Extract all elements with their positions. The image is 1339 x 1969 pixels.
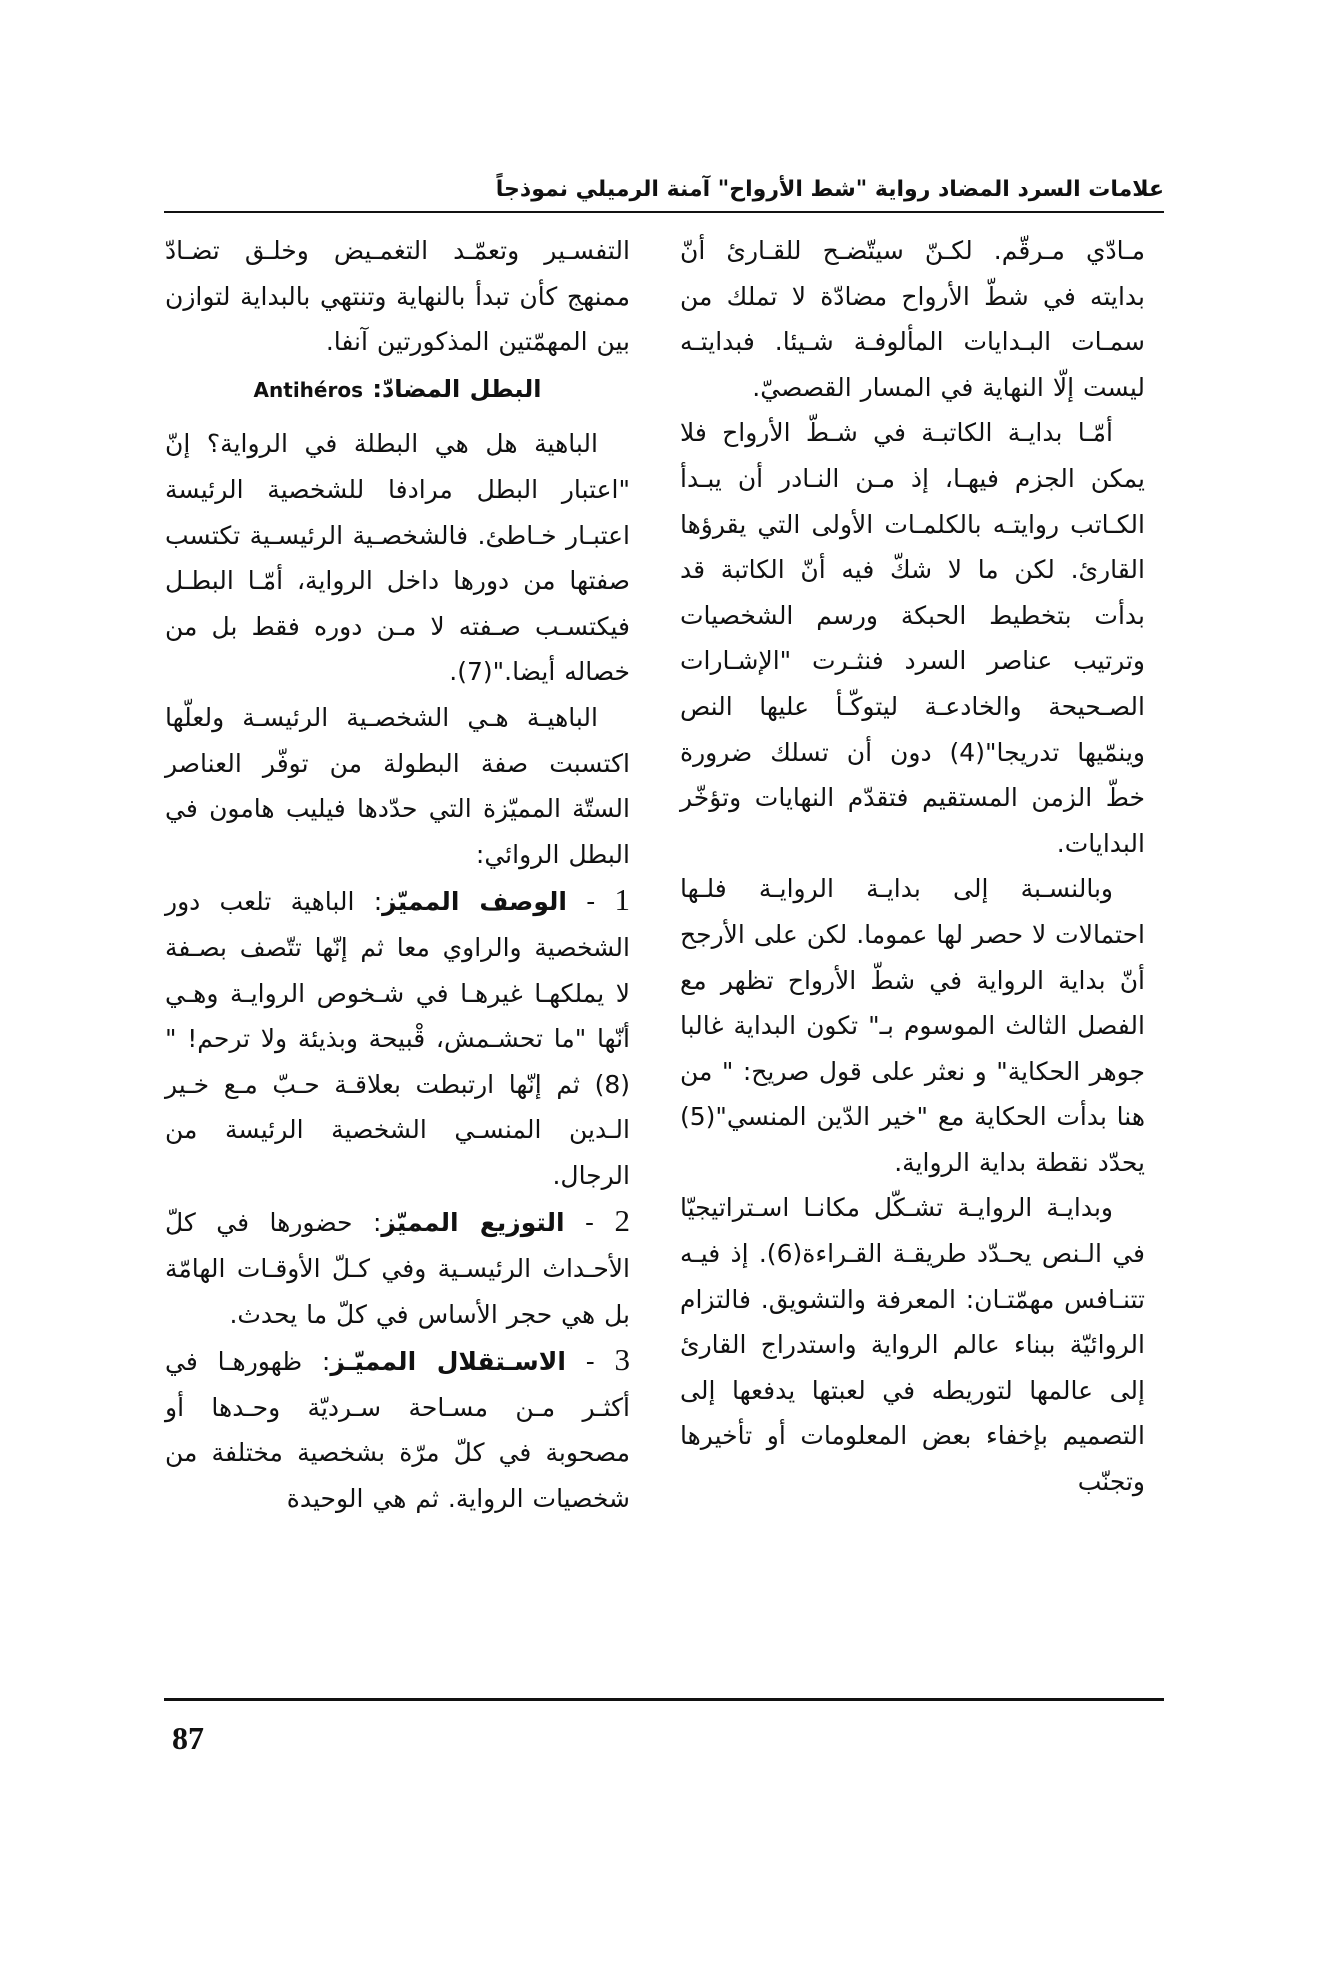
paragraph: أمّـا بدايـة الكاتبـة في شـطّ الأرواح فلا يمكن الجزم فيهـا، إذ مـن النـادر أن يبـدأ الكـاتب روايتـه بالكلمـات الأولى التي يقرؤها القارئ. لكن ما لا شكّ فيه أنّ الكاتبة قد بدأت بتخطيط الحبكة ورسم الشخصيات وترتيب عناصر السرد فنثـرت "الإشـارات الصـحيحة والخادعـة ليتوكّـأ عليها النص وينمّيها تدريجا"(4) دون أن تسلك ضرورة خطّ الزمن المستقيم فتقدّم النهايات وتؤخّر البدايات. bbox=[680, 418, 1145, 858]
list-item-text: : حضورها في كلّ الأحـداث الرئيسـية وفي كـلّ الأوقـات الهامّة بل هي حجر الأساس في كلّ ما يحدث. bbox=[165, 1208, 630, 1329]
list-item-label: الاسـتقلال المميّـز bbox=[330, 1347, 566, 1377]
paragraph: الباهيـة هـي الشخصـية الرئيسـة ولعلّها اكتسبت صفة البطولة من توفّر العناصر الستّة المميّزة التي حدّدها فيليب هامون في البطل الروائي: bbox=[165, 702, 630, 869]
left-column bbox=[165, 228, 630, 1522]
list-item-number: 1 bbox=[614, 882, 631, 918]
list-item-label: التوزيع المميّز bbox=[381, 1208, 565, 1238]
paragraph: وبالنسـبة إلى بدايـة الروايـة فلـها احتمالات لا حصر لها عموما. لكن على الأرجح أنّ بداية الرواية في شطّ الأرواح تظهر مع الفصل الثالث الموسوم بـ" تكون البداية غالبا جوهر الحكاية" و نعثر على قول صريح: " من هنا بدأت الحكاية مع "خير الدّين المنسي"(5) يحدّد نقطة بداية الرواية. bbox=[680, 874, 1145, 1177]
list-item-number: 3 bbox=[614, 1342, 631, 1378]
list-item-text: : الباهية تلعب دور الشخصية والراوي معا ثم إنّها تتّصف بصـفة لا يملكهـا غيرهـا في شـخوص الروايـة وهـي أنّها "ما تحشـمش، قْبيحة وبذيئة ولا ترحم! "(8) ثم إنّها ارتبطت بعلاقـة حـبّ مـع خـير الـدين المنسـي الشخصية الرئيسة من الرجال. bbox=[165, 887, 630, 1190]
right-column bbox=[680, 228, 1145, 1505]
paragraph: مـادّي مـرقّم. لكـنّ سيتّضـح للقـارئ أنّ بدايته في شطّ الأرواح مضادّة لا تملك من سمـات البـدايات المألوفـة شـيئا. فبدايتـه ليست إلّا النهاية في المسار القصصيّ. bbox=[680, 236, 1145, 402]
list-item-label: الوصف المميّز bbox=[382, 887, 567, 917]
section-heading bbox=[165, 367, 630, 414]
list-item: 1 - الوصف المميّز: الباهية تلعب دور الشخصية والراوي معا ثم إنّها تتّصف بصـفة لا يملكهـا غيرهـا في شـخوص الروايـة وهـي أنّها "ما تحشـمش، قْبيحة وبذيئة ولا ترحم! "(8) ثم إنّها ارتبطت بعلاقـة حـبّ مـع خـير الـدين المنسـي الشخصية الرئيسة من الرجال. bbox=[165, 882, 631, 1190]
list-item: 3 - الاسـتقلال المميّـز: ظهورهـا في أكثـر مـن مسـاحة سـرديّة وحـدها أو مصحوبة في كلّ مرّة بشخصية مختلفة من شخصيات الرواية. ثم هي الوحيدة bbox=[165, 1342, 631, 1514]
list-item-text: : ظهورهـا في أكثـر مـن مسـاحة سـرديّة وحـدها أو مصحوبة في كلّ مرّة بشخصية مختلفة من شخصيات الرواية. ثم هي الوحيدة bbox=[165, 1347, 630, 1514]
page-number: 87 bbox=[172, 1720, 204, 1756]
section-heading-latin: Antihéros bbox=[253, 377, 363, 402]
header-rule bbox=[164, 211, 1164, 213]
section-heading-arabic: البطل المضادّ: bbox=[372, 374, 542, 403]
list-item: 2 - التوزيع المميّز: حضورها في كلّ الأحـداث الرئيسـية وفي كـلّ الأوقـات الهامّة بل هي حجر الأساس في كلّ ما يحدث. bbox=[165, 1203, 630, 1329]
footer-rule bbox=[164, 1698, 1164, 1701]
paragraph: وبدايـة الروايـة تشـكّل مكانـا اسـتراتيجيّا في الـنص يحـدّد طريقـة القـراءة(6). إذ فيـه تتنـافس مهمّتـان: المعرفة والتشويق. فالتزام الروائيّة ببناء عالم الرواية واستدراج القارئ إلى عالمها لتوريطه في لعبتها يدفعها إلى التصميم بإخفاء بعض المعلومات أو تأخيرها وتجنّب bbox=[680, 1193, 1145, 1497]
list-item-number: 2 bbox=[614, 1203, 630, 1239]
paragraph: التفسـير وتعمّـد التغمـيض وخلـق تضـادّ ممنهج كأن تبدأ بالنهاية وتنتهي بالبداية لتوازن بين المهمّتين المذكورتين آنفا. bbox=[165, 236, 630, 357]
paragraph: الباهية هل هي البطلة في الرواية؟ إنّ "اعتبار البطل مرادفا للشخصية الرئيسة اعتبـار خـاطئ. فالشخصـية الرئيسـية تكتسب صفتها من دورها داخل الرواية، أمّـا البطـل فيكتسـب صـفته لا مـن دوره فقط بل من خصاله أيضا."(7). bbox=[165, 429, 630, 687]
running-header: علامات السرد المضاد رواية "شط الأرواح" آمنة الرميلي نموذجاً bbox=[495, 177, 1164, 202]
